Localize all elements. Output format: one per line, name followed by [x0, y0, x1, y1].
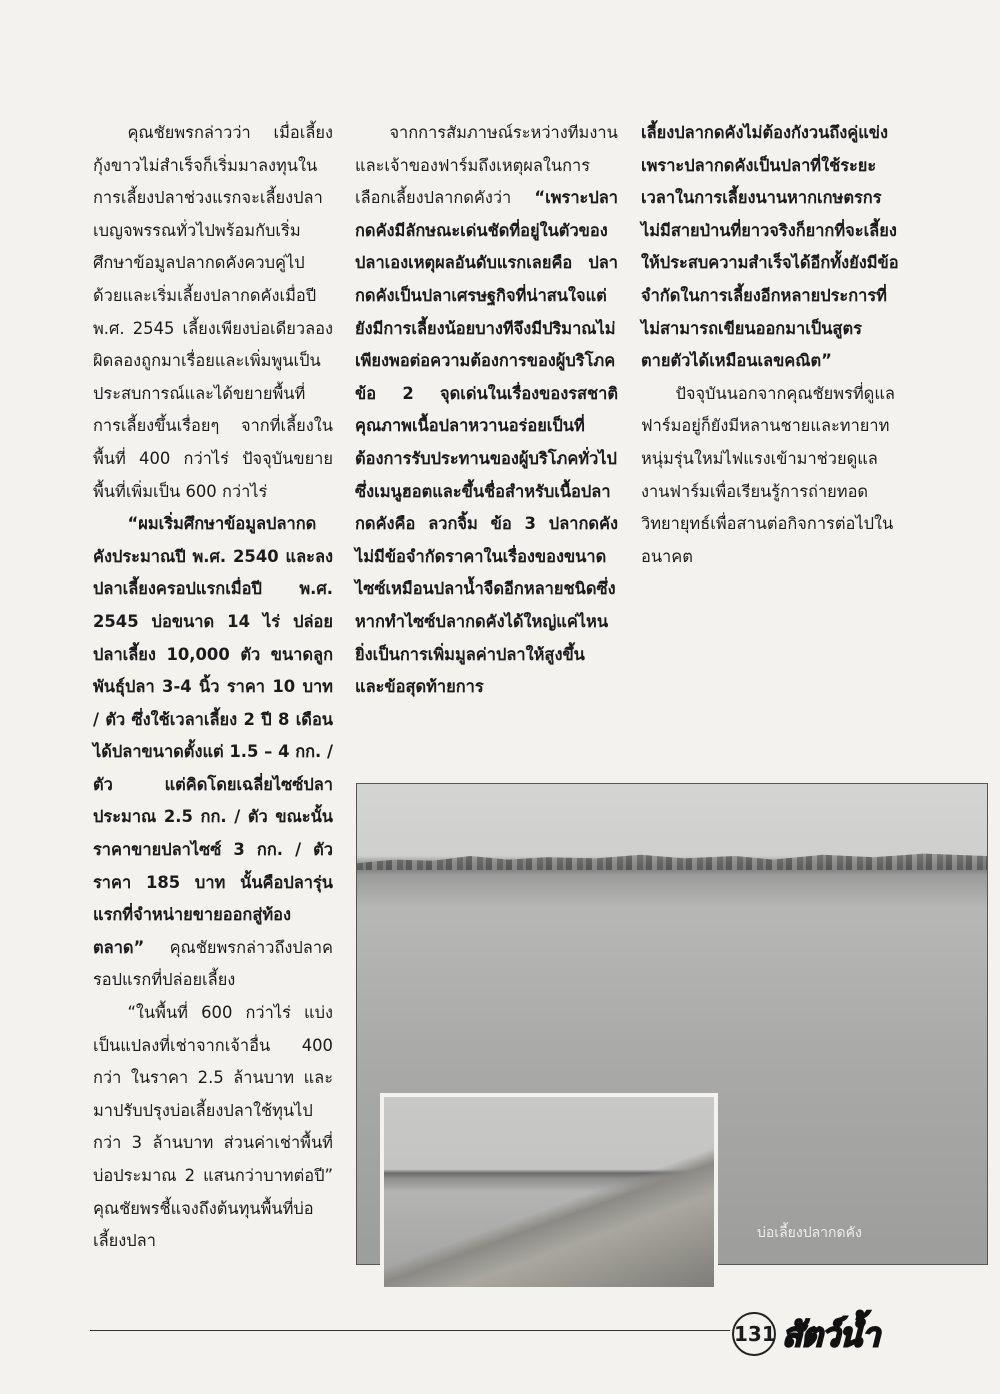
- paragraph: [355, 117, 618, 704]
- page-number: 131: [732, 1312, 776, 1356]
- paragraph: คุณชัยพรกล่าวว่า เมื่อเลี้ยงกุ้งขาวไม่สำเร็จก็เริ่มมาลงทุนในการเลี้ยงปลาช่วงแรกจะเลี้ยงปลาเบญจพรรณทั่วไปพร้อมกับเริ่มศึกษาข้อมูลปลากดคังควบคู่ไปด้วยและเริ่มเลี้ยงปลากดคังเมื่อปี พ.ศ. 2545 เลี้ยงเพียงบ่อเดียวลองผิดลองถูกมาเรื่อยและเพิ่มพูนเป็นประสบการณ์และได้ขยายพื้นที่การเลี้ยงขึ้นเรื่อยๆ จากที่เลี้ยงในพื้นที่ 400 กว่าไร่ ปัจจุบันขยายพื้นที่เพิ่มเป็น 600 กว่าไร่: [93, 123, 333, 501]
- fish-pond-inset-photo: [380, 1093, 718, 1291]
- paragraph: ปัจจุบันนอกจากคุณชัยพรที่ดูแลฟาร์มอยู่ก็ยังมีหลานชายและทายาทหนุ่มรุ่นใหม่ไฟแรงเข้ามาช่วยดูแลงานฟาร์มเพื่อเรียนรู้การถ่ายทอดวิทยายุทธ์เพื่อสานต่อกิจการต่อไปในอนาคต: [641, 383, 895, 566]
- footer-rule: [90, 1330, 730, 1331]
- article-column-2: [355, 117, 618, 704]
- treeline: [357, 846, 987, 870]
- photo-caption: บ่อเลี้ยงปลากดคัง: [757, 1225, 862, 1241]
- pond-bank: [384, 1097, 714, 1287]
- article-column-3: [641, 117, 904, 573]
- paragraph-lead: จากการสัมภาษณ์ระหว่างทีมงานและเจ้าของฟาร์มถึงเหตุผลในการเลือกเลี้ยงปลากดคังว่า: [355, 123, 618, 208]
- quote-continuation: เลี้ยงปลากดคังไม่ต้องกังวนถึงคู่แข่งเพราะปลากดคังเป็นปลาที่ใช้ระยะเวลาในการเลี้ยงนานหากเกษตรกรไม่มีสายป่านที่ยาวจริงก็ยากที่จะเลี้ยงให้ประสบความสำเร็จได้อีกทั้งยังมีข้อจำกัดในการเลี้ยงอีกหลายประการที่ไม่สามารถเขียนออกมาเป็นสูตรตายตัวได้เหมือนเลขคณิต”: [641, 123, 899, 371]
- quote-bold: “ผมเริ่มศึกษาข้อมูลปลากดคังประมาณปี พ.ศ. 2540 และลงปลาเลี้ยงครอปแรกเมื่อปี พ.ศ. 2545 บ่อขนาด 14 ไร่ ปล่อยปลาเลี้ยง 10,000 ตัว ขนาดลูกพันธุ์ปลา 3-4 นิ้ว ราคา 10 บาท / ตัว ซึ่งใช้เวลาเลี้ยง 2 ปี 8 เดือน ได้ปลาขนาดตั้งแต่ 1.5 – 4 กก. / ตัว แต่คิดโดยเฉลี่ยไซซ์ปลาประมาณ 2.5 กก. / ตัว ขณะนั้นราคาขายปลาไซซ์ 3 กก. / ตัว ราคา 185 บาท นั้นคือปลารุ่นแรกที่จำหน่ายขายออกสู่ท้องตลาด”: [93, 514, 333, 957]
- paragraph-quote: [93, 508, 333, 997]
- quote-tail: คุณชัยพรกล่าวถึงปลาครอปแรกที่ปล่อยเลี้ยง: [93, 937, 333, 990]
- article-column-1: [93, 117, 333, 1258]
- paragraph: “ในพื้นที่ 600 กว่าไร่ แบ่งเป็นแปลงที่เช่าจากเจ้าอื่น 400 กว่า ในราคา 2.5 ล้านบาท และมาปรับปรุงบ่อเลี้ยงปลาใช้ทุนไปกว่า 3 ล้านบาท ส่วนค่าเช่าพื้นที่บ่อประมาณ 2 แสนกว่าบาทต่อปี” คุณชัยพรชี้แจงถึงต้นทุนพื้นที่บ่อเลี้ยงปลา: [93, 1003, 333, 1251]
- magazine-logo: สัตว์น้ำ: [782, 1315, 880, 1354]
- quote-bold: “เพราะปลากดคังมีลักษณะเด่นชัดที่อยู่ในตัวของปลาเองเหตุผลอันดับแรกเลยคือ ปลากดคังเป็นปลาเศรษฐกิจที่น่าสนใจแต่ยังมีการเลี้ยงน้อยบางทีจึงมีปริมาณไม่เพียงพอต่อความต้องการของผู้บริโภค ข้อ 2 จุดเด่นในเรื่องของรสชาติคุณภาพเนื้อปลาหวานอร่อยเป็นที่ต้องการรับประทานของผู้บริโภคทั่วไปซึ่งเมนูฮอตและขึ้นชื่อสำหรับเนื้อปลากดคังคือ ลวกจิ้ม ข้อ 3 ปลากดคังไม่มีข้อจำกัดราคาในเรื่องของขนาดไซซ์เหมือนปลาน้ำจืดอีกหลายชนิดซึ่งหากทำไซซ์ปลากดคังได้ใหญ่แค่ไหนยิ่งเป็นการเพิ่มมูลค่าปลาให้สูงขึ้น และข้อสุดท้ายการ: [355, 188, 618, 697]
